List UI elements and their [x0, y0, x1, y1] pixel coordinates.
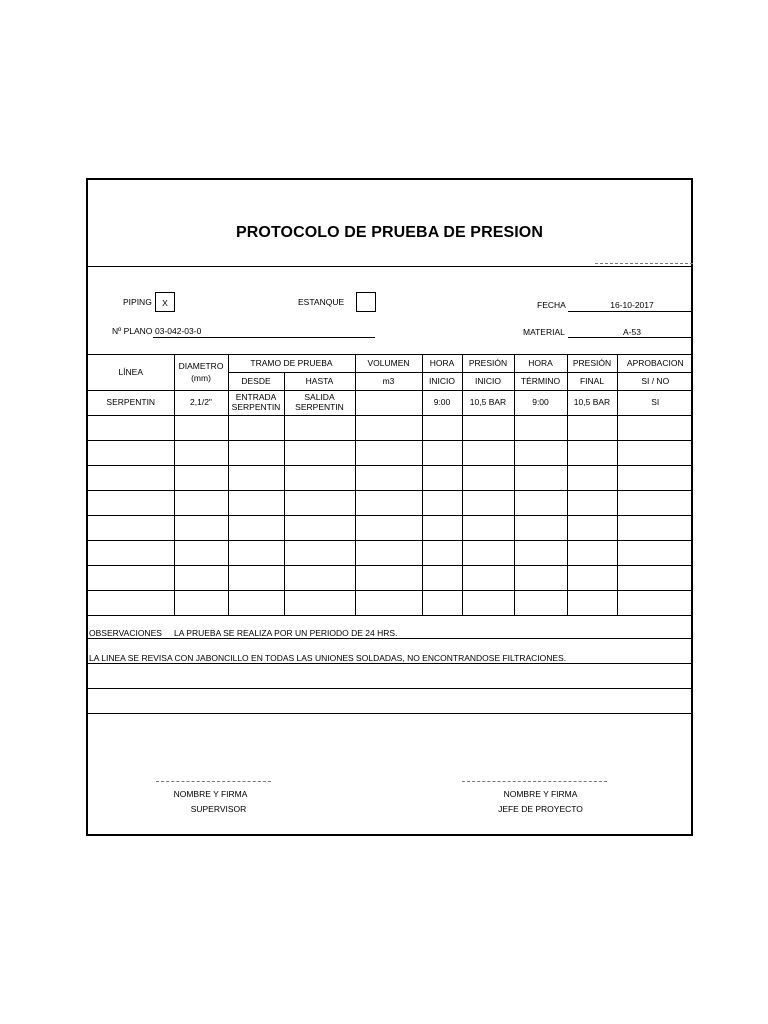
table-row: [88, 516, 693, 541]
empty-cell[interactable]: [174, 591, 228, 616]
empty-cell[interactable]: [284, 541, 355, 566]
observaciones-line-1[interactable]: LA PRUEBA SE REALIZA POR UN PERIODO DE 24 HRS.: [174, 628, 398, 638]
cell-presion-inicio[interactable]: 10,5 BAR: [462, 391, 514, 416]
header-diametro-label: DIAMETRO: [178, 360, 224, 371]
observaciones-label: OBSERVACIONES: [89, 628, 162, 638]
empty-cell[interactable]: [355, 441, 422, 466]
header-hora-inicio-sub: INICIO: [422, 373, 462, 391]
empty-cell[interactable]: [88, 441, 174, 466]
empty-cell[interactable]: [228, 516, 284, 541]
empty-cell[interactable]: [617, 516, 693, 541]
empty-cell[interactable]: [355, 541, 422, 566]
plano-underline: [153, 337, 375, 338]
empty-cell[interactable]: [617, 591, 693, 616]
header-tramo: TRAMO DE PRUEBA: [228, 355, 355, 373]
empty-cell[interactable]: [514, 516, 567, 541]
observaciones-divider: [88, 663, 693, 664]
signature-supervisor-name: NOMBRE Y FIRMA: [173, 789, 248, 799]
empty-cell[interactable]: [617, 416, 693, 441]
empty-cell[interactable]: [514, 466, 567, 491]
cell-hasta-line1: SALIDA: [304, 392, 335, 403]
empty-cell[interactable]: [228, 466, 284, 491]
empty-cell[interactable]: [567, 516, 617, 541]
fecha-label: FECHA: [537, 300, 566, 310]
observaciones-divider: [88, 713, 693, 714]
empty-cell[interactable]: [462, 491, 514, 516]
empty-cell[interactable]: [567, 591, 617, 616]
header-linea: LÍNEA: [88, 355, 174, 391]
empty-cell[interactable]: [284, 491, 355, 516]
cell-desde-line2: SERPENTIN: [231, 402, 281, 412]
header-presion-final-sub: FINAL: [567, 373, 617, 391]
empty-cell[interactable]: [284, 591, 355, 616]
table-row: [88, 466, 693, 491]
empty-cell[interactable]: [462, 566, 514, 591]
header-presion-inicio-sub: INICIO: [462, 373, 514, 391]
empty-cell[interactable]: [462, 466, 514, 491]
cell-hora-termino[interactable]: 9:00: [514, 391, 567, 416]
empty-cell[interactable]: [422, 441, 462, 466]
observaciones-divider: [88, 688, 693, 689]
table-header-row: [88, 355, 693, 373]
empty-cell[interactable]: [174, 416, 228, 441]
empty-cell[interactable]: [174, 441, 228, 466]
cell-hasta-line2: SERPENTIN: [295, 402, 344, 412]
empty-cell[interactable]: [228, 491, 284, 516]
empty-cell[interactable]: [88, 566, 174, 591]
observaciones-line-2[interactable]: LA LINEA SE REVISA CON JABONCILLO EN TODAS LAS UNIONES SOLDADAS, NO ENCONTRANDOSE FILTRACIONES.: [89, 653, 567, 663]
empty-cell[interactable]: [514, 541, 567, 566]
empty-cell[interactable]: [284, 566, 355, 591]
empty-cell[interactable]: [462, 441, 514, 466]
header-volumen-unit: m3: [355, 373, 422, 391]
pressure-test-form: [86, 178, 693, 836]
header-aprobacion: APROBACION: [617, 355, 693, 373]
empty-cell[interactable]: [228, 441, 284, 466]
empty-cell[interactable]: [617, 491, 693, 516]
header-aprobacion-sub: SI / NO: [617, 373, 693, 391]
empty-cell[interactable]: [174, 566, 228, 591]
empty-cell[interactable]: [88, 591, 174, 616]
signature-jefe-name: NOMBRE Y FIRMA: [503, 789, 578, 799]
empty-cell[interactable]: [617, 466, 693, 491]
empty-cell[interactable]: [567, 541, 617, 566]
cell-linea[interactable]: SERPENTIN: [88, 391, 174, 416]
piping-checkbox[interactable]: [155, 292, 175, 312]
empty-cell[interactable]: [228, 591, 284, 616]
material-value[interactable]: A-53: [623, 327, 641, 337]
empty-cell[interactable]: [617, 441, 693, 466]
empty-cell[interactable]: [355, 516, 422, 541]
signature-line-supervisor: [156, 781, 271, 782]
test-table: [88, 354, 693, 616]
signature-line-jefe: [462, 781, 607, 782]
empty-cell[interactable]: [567, 566, 617, 591]
header-desde: DESDE: [228, 373, 284, 391]
empty-cell[interactable]: [174, 491, 228, 516]
empty-cell[interactable]: [514, 441, 567, 466]
empty-cell[interactable]: [422, 591, 462, 616]
table-row: [88, 566, 693, 591]
empty-cell[interactable]: [514, 416, 567, 441]
table-row: [88, 391, 693, 416]
cell-hasta[interactable]: [284, 391, 355, 416]
signature-supervisor-role: SUPERVISOR: [190, 804, 247, 814]
header-hora-inicio: HORA: [422, 355, 462, 373]
empty-cell[interactable]: [355, 591, 422, 616]
title-divider: [88, 266, 693, 267]
empty-cell[interactable]: [355, 416, 422, 441]
empty-cell[interactable]: [355, 466, 422, 491]
empty-cell[interactable]: [422, 466, 462, 491]
empty-cell[interactable]: [422, 541, 462, 566]
piping-checkbox-value: X: [162, 298, 168, 308]
empty-cell[interactable]: [228, 566, 284, 591]
empty-cell[interactable]: [284, 441, 355, 466]
piping-label: PIPING: [123, 297, 152, 307]
empty-cell[interactable]: [422, 516, 462, 541]
empty-cell[interactable]: [284, 466, 355, 491]
cell-hora-inicio[interactable]: 9:00: [422, 391, 462, 416]
empty-cell[interactable]: [228, 416, 284, 441]
empty-cell[interactable]: [174, 466, 228, 491]
empty-cell[interactable]: [567, 491, 617, 516]
empty-cell[interactable]: [514, 591, 567, 616]
empty-cell[interactable]: [355, 566, 422, 591]
material-underline: [568, 337, 693, 338]
empty-cell[interactable]: [567, 416, 617, 441]
empty-cell[interactable]: [422, 416, 462, 441]
table-row: [88, 541, 693, 566]
cell-presion-final[interactable]: 10,5 BAR: [567, 391, 617, 416]
signature-jefe-role: JEFE DE PROYECTO: [498, 804, 583, 814]
empty-cell[interactable]: [462, 541, 514, 566]
estanque-label: ESTANQUE: [298, 297, 345, 307]
empty-cell[interactable]: [567, 441, 617, 466]
table-row: [88, 591, 693, 616]
empty-cell[interactable]: [617, 566, 693, 591]
empty-cell[interactable]: [174, 541, 228, 566]
empty-cell[interactable]: [514, 566, 567, 591]
title-dashed-line: [595, 263, 693, 264]
table-row: [88, 491, 693, 516]
header-hora-termino-sub: TÉRMINO: [514, 373, 567, 391]
header-volumen: VOLUMEN: [355, 355, 422, 373]
empty-cell[interactable]: [462, 416, 514, 441]
empty-cell[interactable]: [514, 491, 567, 516]
empty-cell[interactable]: [88, 416, 174, 441]
empty-cell[interactable]: [88, 516, 174, 541]
cell-aprobacion[interactable]: SI: [617, 391, 693, 416]
fecha-underline: [568, 311, 693, 312]
cell-volumen[interactable]: [355, 391, 422, 416]
empty-cell[interactable]: [355, 491, 422, 516]
empty-cell[interactable]: [174, 516, 228, 541]
cell-diametro[interactable]: 2,1/2": [174, 391, 228, 416]
empty-cell[interactable]: [567, 466, 617, 491]
empty-cell[interactable]: [88, 491, 174, 516]
empty-cell[interactable]: [228, 541, 284, 566]
empty-cell[interactable]: [422, 566, 462, 591]
empty-cell[interactable]: [284, 416, 355, 441]
fecha-value[interactable]: 16-10-2017: [610, 300, 654, 310]
header-hasta: HASTA: [284, 373, 355, 391]
empty-cell[interactable]: [462, 516, 514, 541]
cell-desde-line1: ENTRADA: [235, 392, 277, 403]
form-title: PROTOCOLO DE PRUEBA DE PRESION: [235, 224, 544, 241]
header-diametro-unit: (mm): [191, 372, 211, 383]
estanque-checkbox[interactable]: [356, 292, 376, 312]
header-presion-inicio: PRESIÓN: [462, 355, 514, 373]
header-hora-termino: HORA: [514, 355, 567, 373]
header-presion-final: PRESIÓN: [567, 355, 617, 373]
empty-cell[interactable]: [88, 541, 174, 566]
plano-value[interactable]: 03-042-03-0: [155, 326, 202, 336]
empty-cell[interactable]: [462, 591, 514, 616]
table-row: [88, 441, 693, 466]
table-row: [88, 416, 693, 441]
plano-label: Nº PLANO: [112, 326, 153, 336]
empty-cell[interactable]: [284, 516, 355, 541]
cell-desde[interactable]: [228, 391, 284, 416]
material-label: MATERIAL: [523, 327, 565, 337]
header-diametro: [174, 355, 228, 391]
empty-cell[interactable]: [617, 541, 693, 566]
observaciones-divider: [88, 638, 693, 639]
empty-cell[interactable]: [88, 466, 174, 491]
empty-cell[interactable]: [422, 491, 462, 516]
